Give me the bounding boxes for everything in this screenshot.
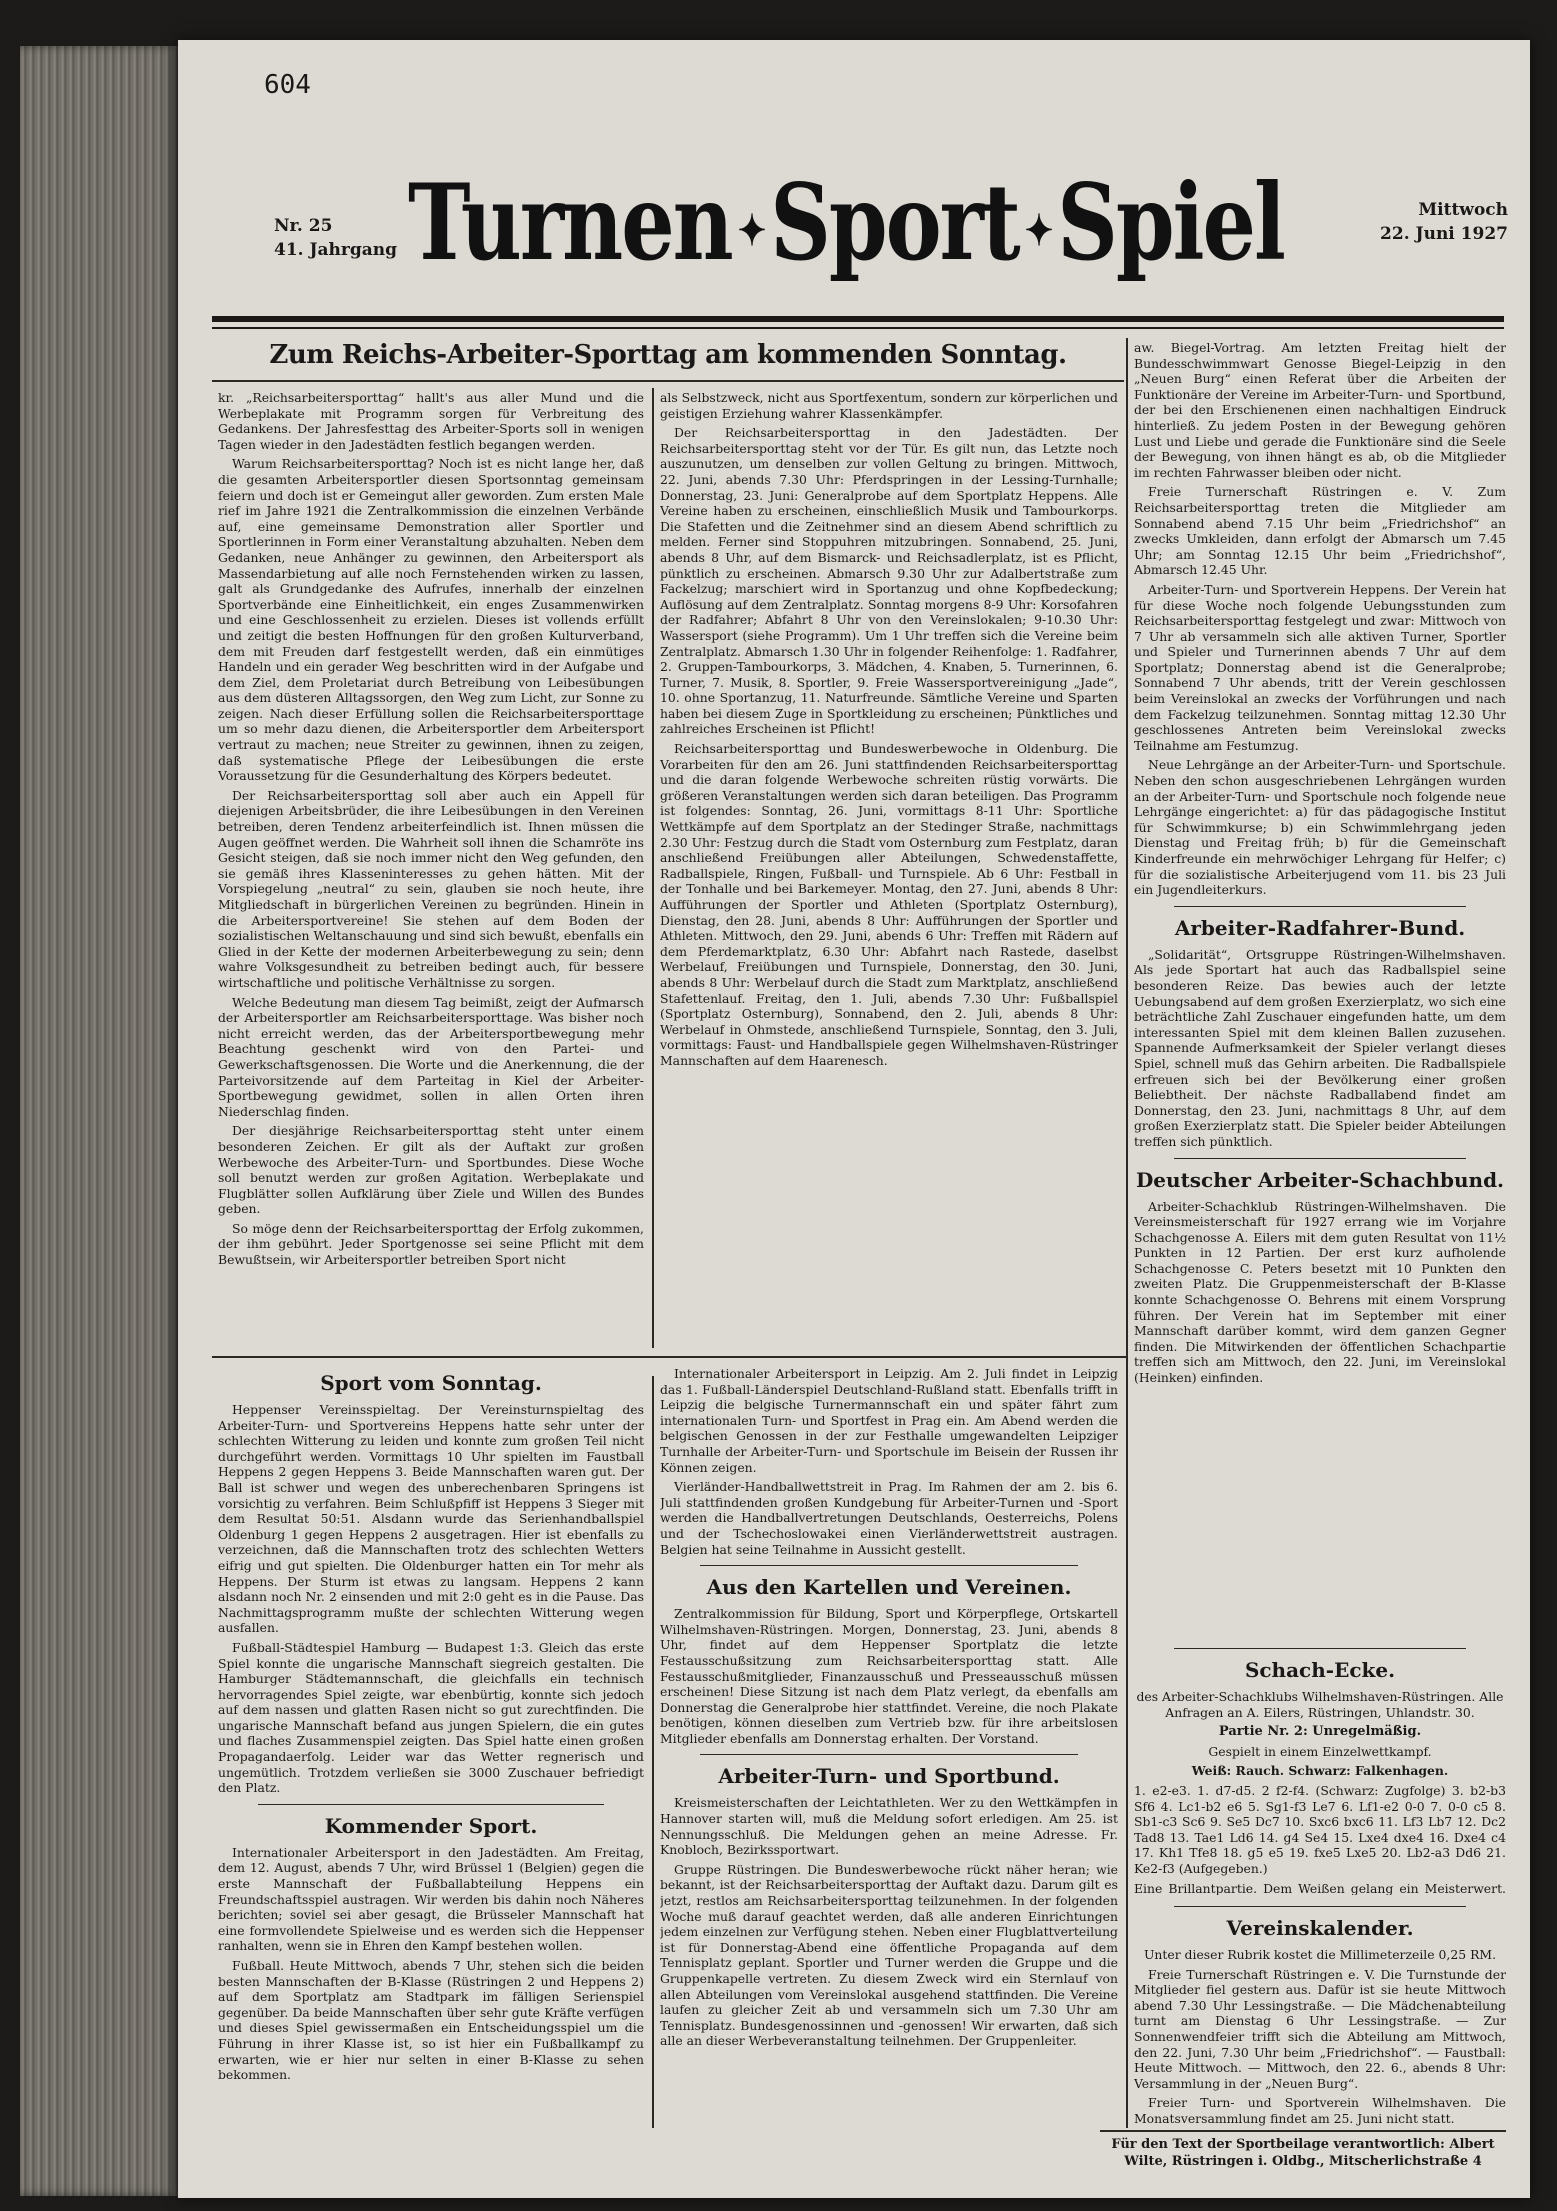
issue-info bbox=[274, 214, 397, 262]
lead-column-1 bbox=[218, 390, 644, 1350]
section-rule bbox=[258, 1804, 604, 1805]
schachbund-headline: Deutscher Arbeiter-Schachbund. bbox=[1135, 1167, 1505, 1192]
lead-col1-paragraph: kr. „Reichsarbeitersporttag“ hallt's aus aller Mund und die Werbeplakate mit Programm sorgen für Verbreitung des Gedankens. Der Jahresfesttag des Arbeiter-Sports soll in wenigen Tagen wieder in den Jadestädten festlich begangen werden. bbox=[218, 390, 644, 452]
newspaper-page bbox=[178, 40, 1530, 2198]
right-col-paragraph: Arbeiter-Turn- und Sportverein Heppens. Der Verein hat für diese Woche noch folgende Uebungsstunden zum Reichsarbeitersporttag festgelegt und zwar: Mittwoch von 7 Uhr ab versammeln sich alle aktiven Turner, Sportler und Spieler und Turnerinnen abends 7 Uhr auf dem Sportplatz; Donnerstag abend ist die Generalprobe; Sonnabend 7 Uhr abends, tritt der Verein geschlossen beim Vereinslokal an zwecks der Vorführungen und nach dem Fackelzug teilzunehmen. Sonntag mittag 12.30 Uhr geschlossenes Antreten beim Vereinslokal zwecks Teilnahme am Festumzug. bbox=[1134, 581, 1506, 753]
date-weekday: Mittwoch bbox=[1418, 200, 1508, 220]
lead-col1-paragraph: Welche Bedeutung man diesem Tag beimißt, zeigt der Aufmarsch der Arbeitersportler am Reichsarbeitersporttage. Was bisher noch nicht erreicht werden, das der Arbeitersportbewegung mehr Beachtung geschenkt wird von den Partei- und Gewerkschaftsgenossen. Die Worte und die Anerkennung, die der Parteivorsitzende auf dem Parteitag in Kiel der Arbeiter-Sportbewegung gewidmet, sollen in allen Orten ihren Niederschlag finden. bbox=[218, 994, 644, 1119]
masthead-title bbox=[408, 160, 1284, 323]
vereinskalender-entry: Freier Turn- und Sportverein Wilhelmshaven. Die Monatsversammlung findet am 25. Juni nicht statt. bbox=[1134, 2095, 1506, 2126]
partie-subtitle: Gespielt in einem Einzelwettkampf. bbox=[1208, 1743, 1432, 1759]
radfahrer-headline: Arbeiter-Radfahrer-Bund. bbox=[1174, 915, 1466, 940]
lead-col2-paragraph: als Selbstzweck, nicht aus Sportfexentum, sondern zur körperlichen und geistigen Erziehung wahrer Klassenkämpfer. bbox=[660, 390, 1118, 421]
kommender-sport-paragraph: Internationaler Arbeitersport in den Jadestädten. Am Freitag, dem 12. August, abends 7 Uhr, wird Brüssel 1 (Belgien) gegen die erste Mannschaft der Fußballabteilung Heppens ein Freundschaftsspiel austragen. Wir werden bis dahin noch Näheres berichten; soviel sei aber gesagt, die Brüsseler Mannschaft hat eine formvollendete Spielweise und es werden sich die Heppenser ranhalten, wenn sie in Ehren den Kampf bestehen wollen. bbox=[218, 1844, 644, 1954]
lead-col1-paragraph: Der diesjährige Reichsarbeitersporttag steht unter einem besonderen Zeichen. Er gilt als der Auftakt zur großen Werbewoche des Arbeiter-Turn- und Sportbundes. Diese Woche soll benutzt werden zur großen Agitation. Werbeplakate und Flugblätter sollen Aufklärung über Ziele und Willen des Bundes geben. bbox=[218, 1123, 644, 1217]
sport-sonntag-column bbox=[218, 1366, 644, 2128]
right-col-paragraph: „Solidarität“, Ortsgruppe Rüstringen-Wilhelmshaven. Als jede Sportart hat auch das Radballspiel seine besonderen Reize. Das bewies auch der letzte Uebungsabend auf dem großen Exerzierplatz, wo sich eine beträchtliche Zahl Zuschauer eingefunden hatte, um dem interessanten Spiel mit dem kleinen Ballen zuzusehen. Spannende Aufmerksamkeit der Spieler verlangt dieses Spiel, schnell muß das Gehirn arbeiten. Die Radballspiele erfreuen sich bei der Bevölkerung einer großen Beliebtheit. Der nächste Radballabend findet am Donnerstag, den 23. Juni, nachmittags 8 Uhr, auf dem großen Exerzierplatz statt. Die Spieler beider Abteilungen treffen sich pünktlich. bbox=[1134, 946, 1506, 1149]
kartell-headline: Aus den Kartellen und Vereinen. bbox=[706, 1575, 1072, 1600]
sport-sonntag-headline: Sport vom Sonntag. bbox=[320, 1371, 542, 1395]
section-rule bbox=[1174, 906, 1466, 907]
date-day: 22. Juni 1927 bbox=[1380, 224, 1508, 244]
book-binding-edge bbox=[20, 46, 178, 2196]
mid-paragraph: Internationaler Arbeitersport in Leipzig. Am 2. Juli findet in Leipzig das 1. Fußball-Länderspiel Deutschland-Rußland statt. Ebenfalls trifft in Leipzig die belgische Turnermannschaft ein und später fährt zum internationalen Turn- und Sportfest in Prag ein. Am Abend werden die belgischen Genossen in der zur Festhalle umgewandelten Leipziger Turnhalle der Arbeiter-Turn- und Sportschule im Beisein der Russen ihr Können zeigen. bbox=[660, 1366, 1118, 1475]
schach-ecke-section bbox=[1134, 1640, 1506, 1895]
imprint-footer: Für den Text der Sportbeilage verantwortlich: Albert Wilte, Rüstringen i. Oldbg., Mitscherlichstraße 4 bbox=[1100, 2130, 1506, 2170]
lead-headline: Zum Reichs-Arbeiter-Sporttag am kommenden Sonntag. bbox=[269, 340, 1067, 370]
section-rule bbox=[1174, 1906, 1466, 1907]
right-col-paragraph: Freie Turnerschaft Rüstringen e. V. Zum Reichsarbeitersporttag treten die Mitglieder am Sonnabend abend 7.15 Uhr beim „Friedrichshof“ an zwecks Umkleiden, dann erfolgt der Abmarsch um 7.45 Uhr; am Sonntag 12.15 Uhr beim „Friedrichshof“, Abmarsch 12.45 Uhr. bbox=[1134, 484, 1506, 578]
partie-players: Weiß: Rauch. Schwarz: Falkenhagen. bbox=[1191, 1763, 1449, 1779]
section-rule bbox=[1174, 1158, 1466, 1159]
column-divider-2 bbox=[1126, 338, 1128, 2128]
middle-lower-column bbox=[660, 1366, 1118, 2128]
sportbund-headline: Arbeiter-Turn- und Sportbund. bbox=[718, 1764, 1060, 1789]
column-divider-3 bbox=[652, 1376, 654, 2128]
masthead-separator-2: ✦ bbox=[1024, 206, 1052, 257]
lead-col1-paragraph: Der Reichsarbeitersporttag soll aber auch ein Appell für diejenigen Arbeitsbrüder, die ihre Leibesübungen in den Vereinen betreiben, deren Tendenz arbeiterfeindlich ist. Ihnen müssen die Augen geöffnet werden. Die Wahrheit soll ihnen die Schamröte ins Gesicht steigen, daß sie noch immer nicht den Weg gefunden, den sie gemäß ihres Klasseninteresses zu gehen hätten. Mit der Vorspiegelung „neutral“ zu sein, glauben sie noch heute, ihre Mitgliedschaft in bürgerlichen Vereinen zu begründen. Hinein in die Arbeitersportvereine! Sie stehen auf dem Boden der sozialistischen Weltanschauung und sind sich bewußt, ebenfalls ein Glied in der Kette der modernen Arbeiterbewegung zu sein; denn wahre Volksgesundheit zu betreiben bedingt auch, für bessere wirtschaftliche und politische Verhältnisse zu sorgen. bbox=[218, 787, 644, 990]
lead-headline-rule bbox=[212, 380, 1124, 382]
masthead-rule-thin bbox=[212, 327, 1504, 329]
masthead-word-3: Spiel bbox=[1057, 160, 1284, 284]
sportbund-paragraph: Kreismeisterschaften der Leichtathleten. Wer zu den Wettkämpfen in Hannover starten will, muß die Meldung sofort erledigen. Am 25. ist Nennungsschluß. Die Meldungen gehen an meine Adresse. Fr. Knobloch, Bezirkssportwart. bbox=[660, 1795, 1118, 1858]
partie-moves: 1. e2-e3. 1. d7-d5. 2 f2-f4. (Schwarz: Zugfolge) 3. b2-b3 Sf6 4. Lc1-b2 e6 5. Sg1-f3 Le7 6. Lf1-e2 0-0 7. 0-0 c5 8. Sb1-c3 Sc6 9. Se5 Dc7 10. Sxc6 bxc6 11. Lf3 Lb7 12. Dc2 Tad8 13. Tae1 Ld6 14. g4 Se4 15. Lxe4 dxe4 16. Dxe4 c4 17. Kh1 Tfe8 18. g5 e5 19. fxe5 Lxe5 20. Lb2-a3 Dd6 21. Ke2-f3 (Aufgegeben.) bbox=[1134, 1782, 1506, 1876]
partie-title: Partie Nr. 2: Unregelmäßig. bbox=[1218, 1724, 1422, 1740]
right-col-paragraph: Neue Lehrgänge an der Arbeiter-Turn- und Sportschule. Neben den schon ausgeschriebenen Lehrgängen wurden an der Arbeiter-Turn- und Sportschule noch folgende neue Lehrgänge eingerichtet: a) für das pädagogische Institut für Schwimmkurse; b) ein Schwimmlehrgang jeden Dienstag und Freitag früh; b) für die Gemeinschaft Kinderfreunde ein mehrwöchiger Lehrgang für Helfer; c) für die sozialistische Arbeiterjugend vom 11. bis 23 Juli ein Jugendleiterkurs. bbox=[1134, 757, 1506, 898]
kommender-sport-paragraph: Fußball. Heute Mittwoch, abends 7 Uhr, stehen sich die beiden besten Mannschaften der B-Klasse (Rüstringen 2 und Heppens 2) auf dem Sportplatz am Stadtpark im fälligen Serienspiel gegenüber. Da beide Mannschaften über sehr gute Kräfte verfügen und dieses Spiel gewissermaßen ein Entscheidungsspiel um die Führung in ihrer Klasse ist, so ist hier ein Fußballkampf zu erwarten, wie er hier nur selten in einer B-Klasse zu sehen bekommen. bbox=[218, 1958, 644, 2083]
vereinskalender-headline: Vereinskalender. bbox=[1226, 1916, 1414, 1940]
partie-closing: Eine Brillantpartie. Dem Weißen gelang ein Meisterwert. bbox=[1134, 1880, 1506, 1895]
column-divider-1 bbox=[652, 388, 654, 1348]
masthead-word-2: Sport bbox=[770, 160, 1019, 284]
vereinskalender-note: Unter dieser Rubrik kostet die Millimeterzeile 0,25 RM. bbox=[1143, 1947, 1497, 1962]
schach-intro: des Arbeiter-Schachklubs Wilhelmshaven-Rüstringen. Alle Anfragen an A. Eilers, Rüstringen, Uhlandstr. 30. bbox=[1136, 1689, 1504, 1720]
section-rule bbox=[700, 1754, 1078, 1755]
section-rule bbox=[1174, 1648, 1466, 1649]
section-rule bbox=[700, 1565, 1078, 1566]
issue-number: Nr. 25 bbox=[274, 216, 333, 236]
sport-sonntag-paragraph: Heppenser Vereinsspieltag. Der Vereinsturnspieltag des Arbeiter-Turn- und Sportvereins Heppens hatte sehr unter der schlechten Witterung zu leiden und konnte zum großen Teil nicht durchgeführt werden. Vormittags 10 Uhr spielten im Faustball Heppens 2 gegen Heppens 3. Beide Mannschaften waren gut. Der Ball ist schwer und wegen des unberechenbaren Springens ist vorsichtig zu verfahren. Beim Schlußpfiff ist Heppens 3 Sieger mit dem Resultat 50:51. Alsdann wurde das Serienhandballspiel Oldenburg 1 gegen Heppens 2 ausgetragen. Hier ist ebenfalls zu verzeichnen, daß die Mannschaften trotz des schlechten Wetters eifrig und gut spielten. Die Oldenburger hatten ein Tor mehr als Heppens. Der Sturm ist etwas zu langsam. Heppens 2 kann alsdann noch Nr. 2 einsenden und mit 2:0 geht es in die Pause. Das Nachmittagsprogramm mußte der schlechten Witterung wegen ausfallen. bbox=[218, 1402, 644, 1636]
sportbund-paragraph: Gruppe Rüstringen. Die Bundeswerbewoche rückt näher heran; wie bekannt, ist der Reichsarbeitersporttag der Auftakt dazu. Darum gilt es jetzt, restlos am Reichsarbeitersporttag teilzunehmen. In der folgenden Woche muß darauf geachtet werden, daß alle anderen Einrichtungen jedem einzelnen zur Verfügung stehen. Neben einer Flugblattverteilung ist für Donnerstag-Abend eine öffentliche Propaganda auf dem Tennisplatz geplant. Sportler und Turner werden die Gruppe und die Gruppenkapelle vertreten. Zu diesem Zweck wird ein Sternlauf von allen Abteilungen vom Vereinslokal ausgehend stattfinden. Die Vereine laufen zu gleicher Zeit ab und versammeln sich um 7.30 Uhr am Tennisplatz. Bundesgenossinnen und -genossen! Wir erwarten, daß sich alle an dieser Werbeveranstaltung teilnehmen. Der Gruppenleiter. bbox=[660, 1861, 1118, 2049]
lead-col1-paragraph: So möge denn der Reichsarbeitersporttag der Erfolg zukommen, der ihm gebührt. Jeder Sportgenosse sei seine Pflicht mit dem Bewußtsein, wir Arbeitersportler betreiben Sport nicht bbox=[218, 1220, 644, 1268]
schach-ecke-headline: Schach-Ecke. bbox=[1244, 1658, 1396, 1682]
right-col-paragraph: Arbeiter-Schachklub Rüstringen-Wilhelmshaven. Die Vereinsmeisterschaft für 1927 errang wie im Vorjahre Schachgenosse A. Eilers mit dem guten Resultat von 11½ Punkten in 12 Partien. Der erst kurz aufholende Schachgenosse C. Peters besetzt mit 10 Punkten den zweiten Platz. Die Gruppenmeisterschaft der B-Klasse konnte Schachgenosse O. Behrens mit einem Vorsprung führen. Der Verein hat im September mit einer Mannschaft darüber kommt, wird dem ganzen Gegner finden. Die Mitwirkenden der öffentlichen Schachpartie treffen sich am Mittwoch, den 22. Juni, im Vereinslokal (Heinken) einfinden. bbox=[1134, 1198, 1506, 1386]
masthead-rule-thick bbox=[212, 316, 1504, 322]
page-number: 604 bbox=[264, 70, 311, 100]
masthead-separator-1: ✦ bbox=[737, 206, 765, 257]
date-info bbox=[1380, 198, 1508, 246]
kartell-paragraph: Zentralkommission für Bildung, Sport und Körperpflege, Ortskartell Wilhelmshaven-Rüstringen. Morgen, Donnerstag, 23. Juni, abends 8 Uhr, findet auf dem Heppenser Sportplatz die letzte Festausschußsitzung zum Reichsarbeitersporttag statt. Alle Festausschußmitglieder, Finanzausschuß und Presseausschuß müssen erscheinen! Diese Sitzung ist nach dem Platz verlegt, da ebenfalls am Donnerstag die Generalprobe hier stattfindet. Vereine, die noch Plakate benötigen, können dieselben zum Vertrieb bzw. für ihre arbeitslosen Mitglieder ebenfalls am Donnerstag erhalten. Der Vorstand. bbox=[660, 1606, 1118, 1746]
vereinskalender-section bbox=[1134, 1898, 1506, 2128]
sport-sonntag-paragraph: Fußball-Städtespiel Hamburg — Budapest 1:3. Gleich das erste Spiel konnte die ungarische Mannschaft siegreich gestalten. Die Hamburger Städtemannschaft, die gleichfalls ein technisch hervorragendes Spiel zeigte, war ebenbürtig, konnte sich jedoch auf dem nassen und glatten Rasen nicht so gut zurechtfinden. Die ungarische Mannschaft befand aus jungen Spielern, die ein gutes und flaches Zusammenspiel zeigten. Das Spiel hatte einen großen Propagandaerfolg. Leider war das Wetter regnerisch und ungemütlich. Trotzdem verließen sie 3000 Zuschauer befriedigt den Platz. bbox=[218, 1639, 644, 1796]
issue-volume: 41. Jahrgang bbox=[274, 240, 398, 260]
masthead-word-1: Turnen bbox=[408, 160, 732, 284]
right-column bbox=[1134, 340, 1506, 1640]
mid-paragraph: Vierländer-Handballwettstreit in Prag. Im Rahmen der am 2. bis 6. Juli stattfindenden großen Kundgebung für Arbeiter-Turnen und -Sport werden die Handballvertretungen Deutschlands, Oesterreichs, Polens und der Tschechoslowakei einen Vierländerwettstreit austragen. Belgien hat seine Teilnahme in Aussicht gestellt. bbox=[660, 1479, 1118, 1557]
lead-col1-paragraph: Warum Reichsarbeitersporttag? Noch ist es nicht lange her, daß die gesamten Arbeitersportler diesen Sportsonntag gemeinsam feiern und doch ist er Gemeingut aller geworden. Zum ersten Male rief im Jahre 1921 die Zentralkommission die einzelnen Verbände auf, eine gemeinsame Demonstration aller Sportler und Sportlerinnen in Form einer Veranstaltung abzuhalten. Neben dem Gedanken, neue Anhänger zu gewinnen, den Arbeitersport als Massendarbietung auf alle noch Fernstehenden wirken zu lassen, galt als Grundgedanke des Aufrufes, innerhalb der einzelnen Sportverbände eine Einheitlichkeit, ein enges Zusammenwirken und eine Geschlossenheit zu erzielen. Dieses ist vollends erfüllt und zeitigt die besten Hoffnungen für den großen Kulturverband, dem mit Freuden darf festgestellt werden, daß ein einmütiges Handeln und ein gerader Weg beschritten wird in der Aufgabe und dem Ziel, dem Proletariat durch Betreibung von Leibesübungen aus dem düsteren Alltagssorgen, den Weg zum Licht, zur Sonne zu zeigen. Nach dieser Erfüllung sollen die Reichsarbeitersporttage um so mehr dazu dienen, die Arbeitersportler dem Arbeitersport vertraut zu machen; neue Streiter zu gewinnen, ihnen zu zeigen, daß systematische Pflege der Leibesübungen die erste Voraussetzung für die Gesunderhaltung des Körpers bedeutet. bbox=[218, 456, 644, 784]
lead-col2-paragraph: Reichsarbeitersporttag und Bundeswerbewoche in Oldenburg. Die Vorarbeiten für den am 26. Juni stattfindenden Reichsarbeitersporttag und die daran folgende Werbewoche schreiten rüstig vorwärts. Die größeren Veranstaltungen werden sich daran beteiligen. Das Programm ist folgendes: Sonntag, 26. Juni, vormittags 8-11 Uhr: Sportliche Wettkämpfe auf dem Sportplatz an der Stedinger Straße, nachmittags 2.30 Uhr: Festzug durch die Stadt vom Osternburg zum Festplatz, daran anschließend Freiübungen aller Abteilungen, Schwedenstaffette, Radballspiele, Ringen, Fußball- und Turnspiele. Ab 6 Uhr: Festball in der Tonhalle und bei Barkemeyer. Montag, den 27. Juni, abends 8 Uhr: Aufführungen der Sportler und Athleten (Sportplatz Osternburg), Dienstag, den 28. Juni, abends 8 Uhr: Aufführungen der Sportler und Athleten. Mittwoch, den 29. Juni, abends 6 Uhr: Treffen mit Rädern auf dem Pferdemarktplatz, 6.30 Uhr: Abfahrt nach Rastede, daselbst Werbelauf, Freiübungen und Turnspiele, Donnerstag, den 30. Juni, abends 8 Uhr: Werbelauf durch die Stadt zum Marktplatz, anschließend Stafettenlauf. Freitag, den 1. Juli, abends 7.30 Uhr: Fußballspiel (Sportplatz Osternburg), Sonnabend, den 2. Juli, abends 8 Uhr: Werbelauf in Ohmstede, anschließend Turnspiele, Sonntag, den 3. Juli, vormittags: Faust- und Handballspiele gegen Wilhelmshaven-Rüstringer Mannschaften auf dem Haarenesch. bbox=[660, 741, 1118, 1068]
right-col-paragraph: aw. Biegel-Vortrag. Am letzten Freitag hielt der Bundesschwimmwart Genosse Biegel-Leipzig in den „Neuen Burg“ einen Referat über die Arbeiten der Funktionäre der Vereine im Arbeiter-Turn- und Sportbund, der bei den Erschienenen einen nachhaltigen Eindruck hinterließ. Zu jedem Posten in der Bewegung gehören Lust und Liebe und gerade die Funktionäre sind die Seele der Bewegung, von ihnen hängt es ab, ob die Mitglieder im rechten Fahrwasser bleiben oder nicht. bbox=[1134, 340, 1506, 480]
lead-col2-paragraph: Der Reichsarbeitersporttag in den Jadestädten. Der Reichsarbeitersporttag steht vor der Tür. Es gilt nun, das Letzte noch auszunutzen, um denselben zur vollen Geltung zu bringen. Mittwoch, 22. Juni, abends 7.30 Uhr: Pferdspringen in der Lessing-Turnhalle; Donnerstag, 23. Juni: Generalprobe auf dem Sportplatz Heppens. Alle Vereine haben zu erscheinen, einschließlich Musik und Tambourkorps. Die Stafetten und die Zeitnehmer sind an diesem Abend schriftlich zu melden. Ferner sind Stoppuhren mitzubringen. Sonnabend, 25. Juni, abends 8 Uhr, auf dem Bismarck- und Reichsadlerplatz, ist es Pflicht, pünktlich zu erscheinen. Abmarsch 9.30 Uhr zur Adalbertstraße zum Fackelzug; marschiert wird in Sportanzug und ohne Kopfbedeckung; Auflösung auf dem Zentralplatz. Sonntag morgens 8-9 Uhr: Korsofahren der Radfahrer; Abfahrt 8 Uhr von den Vereinslokalen; 9-10.30 Uhr: Wassersport (siehe Programm). Um 1 Uhr treffen sich die Vereine beim Zentralplatz. Abmarsch 1.30 Uhr in folgender Reihenfolge: 1. Radfahrer, 2. Gruppen-Tambourkorps, 3. Mädchen, 4. Knaben, 5. Turnerinnen, 6. Turner, 7. Musik, 8. Sportler, 9. Freie Wassersportvereinigung „Jade“, 10. ohne Sportanzug, 11. Naturfreunde. Sämtliche Vereine und Sparten haben bei diesem Zuge in Sportkleidung zu erscheinen; Pünktliches und zahlreiches Erscheinen ist Pflicht! bbox=[660, 425, 1118, 737]
vereinskalender-entry: Freie Turnerschaft Rüstringen e. V. Die Turnstunde der Mitglieder fiel gestern aus. Dafür ist sie heute Mittwoch abend 7.30 Uhr Lessingstraße. — Die Mädchenabteilung turnt am Dienstag 6 Uhr Lessingstraße. — Zur Sonnenwendfeier trifft sich die Abteilung am Mittwoch, den 22. Juni, 7.30 Uhr beim „Friedrichshof“. — Faustball: Heute Mittwoch. — Mittwoch, den 22. 6., abends 8 Uhr: Versammlung in der „Neuen Burg“. bbox=[1134, 1966, 1506, 2091]
kommender-sport-headline: Kommender Sport. bbox=[324, 1813, 538, 1838]
lead-bottom-rule bbox=[212, 1356, 1126, 1358]
lead-column-2 bbox=[660, 390, 1118, 1350]
